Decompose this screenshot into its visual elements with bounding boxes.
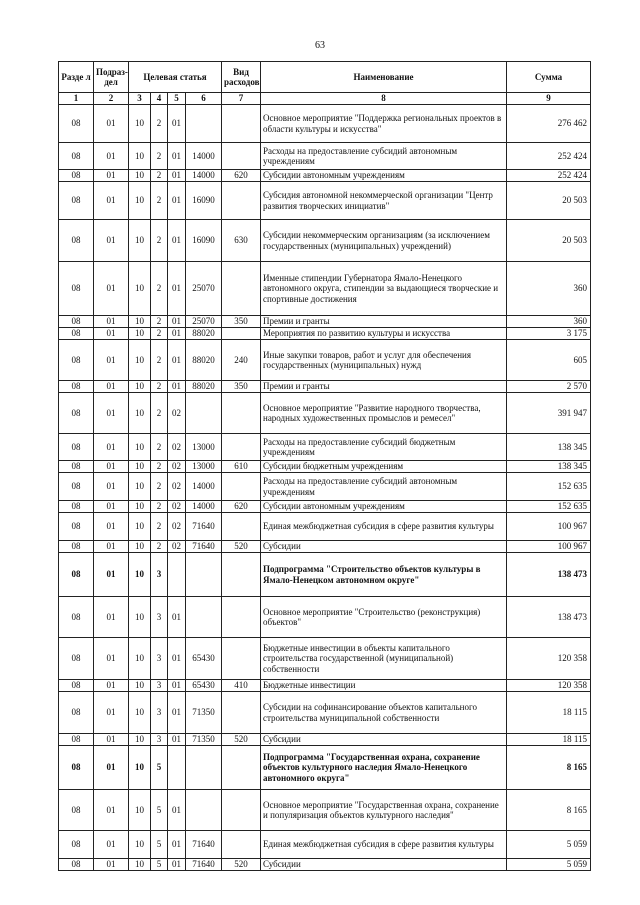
cell-podrazdel: 01 xyxy=(94,692,129,734)
cell-program: 10 xyxy=(129,143,151,170)
table-row xyxy=(59,170,591,182)
cell-event: 01 xyxy=(168,143,186,170)
cell-vid xyxy=(222,597,261,638)
cell-podrazdel: 01 xyxy=(94,393,129,434)
cell-podrazdel: 01 xyxy=(94,473,129,501)
cell-direction: 25070 xyxy=(186,262,222,316)
col-number: 3 xyxy=(129,93,151,105)
cell-name: Расходы на предоставление субсидий бюджетным учреждениям xyxy=(261,434,507,461)
cell-name: Субсидии некоммерческим организациям (за исключением государственных (муниципальных) учреждений) xyxy=(261,220,507,262)
cell-program: 10 xyxy=(129,220,151,262)
cell-event: 01 xyxy=(168,638,186,680)
cell-name: Подпрограмма "Государственная охрана, сохранение объектов культурного наследия Ямало-Ненецкого автономного округа" xyxy=(261,746,507,790)
cell-program: 10 xyxy=(129,182,151,220)
cell-sum: 120 358 xyxy=(507,638,591,680)
cell-name: Субсидии автономным учреждениям xyxy=(261,170,507,182)
header-razdel: Разде л xyxy=(59,62,94,93)
cell-event: 01 xyxy=(168,790,186,831)
cell-razdel: 08 xyxy=(59,182,94,220)
cell-razdel: 08 xyxy=(59,553,94,597)
cell-direction: 71640 xyxy=(186,513,222,541)
cell-razdel: 08 xyxy=(59,262,94,316)
cell-event: 01 xyxy=(168,340,186,381)
cell-program: 10 xyxy=(129,790,151,831)
cell-subprogram: 2 xyxy=(151,182,168,220)
cell-sum: 5 059 xyxy=(507,859,591,871)
table-row xyxy=(59,790,591,831)
cell-subprogram: 2 xyxy=(151,501,168,513)
cell-sum: 100 967 xyxy=(507,513,591,541)
cell-program: 10 xyxy=(129,328,151,340)
cell-vid: 520 xyxy=(222,859,261,871)
cell-podrazdel: 01 xyxy=(94,316,129,328)
cell-razdel: 08 xyxy=(59,393,94,434)
cell-program: 10 xyxy=(129,340,151,381)
cell-subprogram: 5 xyxy=(151,859,168,871)
cell-subprogram: 3 xyxy=(151,553,168,597)
cell-vid xyxy=(222,790,261,831)
cell-vid xyxy=(222,553,261,597)
cell-name: Единая межбюджетная субсидия в сфере развития культуры xyxy=(261,831,507,859)
cell-direction: 65430 xyxy=(186,680,222,692)
cell-vid xyxy=(222,393,261,434)
cell-subprogram: 5 xyxy=(151,790,168,831)
cell-event: 02 xyxy=(168,541,186,553)
cell-sum: 152 635 xyxy=(507,501,591,513)
table-row xyxy=(59,143,591,170)
cell-event: 02 xyxy=(168,501,186,513)
table-row xyxy=(59,831,591,859)
table-row xyxy=(59,859,591,871)
cell-event: 01 xyxy=(168,692,186,734)
cell-name: Субсидии xyxy=(261,734,507,746)
header-vid: Вид расходов xyxy=(222,62,261,93)
table-row xyxy=(59,680,591,692)
cell-razdel: 08 xyxy=(59,790,94,831)
cell-subprogram: 2 xyxy=(151,143,168,170)
table-row xyxy=(59,513,591,541)
col-number: 8 xyxy=(261,93,507,105)
cell-subprogram: 2 xyxy=(151,105,168,143)
cell-name: Основное мероприятие "Строительство (реконструкция) объектов" xyxy=(261,597,507,638)
table-row xyxy=(59,553,591,597)
cell-razdel: 08 xyxy=(59,434,94,461)
cell-name: Бюджетные инвестиции xyxy=(261,680,507,692)
cell-sum: 138 473 xyxy=(507,553,591,597)
cell-event: 01 xyxy=(168,316,186,328)
cell-subprogram: 3 xyxy=(151,680,168,692)
cell-subprogram: 2 xyxy=(151,434,168,461)
cell-direction xyxy=(186,393,222,434)
cell-subprogram: 2 xyxy=(151,170,168,182)
table-body xyxy=(59,105,591,871)
cell-program: 10 xyxy=(129,746,151,790)
cell-razdel: 08 xyxy=(59,501,94,513)
cell-event: 02 xyxy=(168,473,186,501)
cell-program: 10 xyxy=(129,501,151,513)
cell-direction: 71640 xyxy=(186,541,222,553)
cell-vid xyxy=(222,746,261,790)
cell-subprogram: 2 xyxy=(151,220,168,262)
cell-razdel: 08 xyxy=(59,541,94,553)
cell-vid: 520 xyxy=(222,734,261,746)
cell-direction xyxy=(186,597,222,638)
cell-podrazdel: 01 xyxy=(94,501,129,513)
cell-sum: 276 462 xyxy=(507,105,591,143)
cell-event: 02 xyxy=(168,434,186,461)
cell-sum: 605 xyxy=(507,340,591,381)
cell-program: 10 xyxy=(129,393,151,434)
cell-event: 02 xyxy=(168,461,186,473)
cell-sum: 120 358 xyxy=(507,680,591,692)
table-row xyxy=(59,541,591,553)
cell-podrazdel: 01 xyxy=(94,680,129,692)
cell-podrazdel: 01 xyxy=(94,262,129,316)
cell-name: Расходы на предоставление субсидий автономным учреждениям xyxy=(261,143,507,170)
cell-name: Мероприятия по развитию культуры и искусства xyxy=(261,328,507,340)
col-number: 4 xyxy=(151,93,168,105)
table-row xyxy=(59,461,591,473)
cell-program: 10 xyxy=(129,680,151,692)
cell-podrazdel: 01 xyxy=(94,597,129,638)
cell-direction xyxy=(186,105,222,143)
cell-name: Бюджетные инвестиции в объекты капитального строительства государственной (муниципальной) собственности xyxy=(261,638,507,680)
cell-vid xyxy=(222,182,261,220)
cell-razdel: 08 xyxy=(59,473,94,501)
cell-sum: 360 xyxy=(507,262,591,316)
cell-vid xyxy=(222,434,261,461)
cell-direction: 13000 xyxy=(186,461,222,473)
cell-direction: 16090 xyxy=(186,182,222,220)
cell-event xyxy=(168,553,186,597)
cell-subprogram: 2 xyxy=(151,541,168,553)
cell-razdel: 08 xyxy=(59,859,94,871)
cell-name: Основное мероприятие "Развитие народного творчества, народных художественных промыслов и ремесел" xyxy=(261,393,507,434)
cell-name: Премии и гранты xyxy=(261,381,507,393)
cell-direction xyxy=(186,746,222,790)
cell-event: 01 xyxy=(168,680,186,692)
cell-subprogram: 3 xyxy=(151,692,168,734)
table-row xyxy=(59,182,591,220)
header-name: Наименование xyxy=(261,62,507,93)
cell-program: 10 xyxy=(129,692,151,734)
cell-program: 10 xyxy=(129,638,151,680)
cell-subprogram: 2 xyxy=(151,316,168,328)
cell-vid: 350 xyxy=(222,381,261,393)
cell-event: 01 xyxy=(168,182,186,220)
col-number: 6 xyxy=(186,93,222,105)
cell-podrazdel: 01 xyxy=(94,434,129,461)
table-row xyxy=(59,746,591,790)
table-row xyxy=(59,501,591,513)
cell-subprogram: 2 xyxy=(151,473,168,501)
cell-program: 10 xyxy=(129,541,151,553)
cell-event: 01 xyxy=(168,105,186,143)
cell-podrazdel: 01 xyxy=(94,513,129,541)
cell-razdel: 08 xyxy=(59,316,94,328)
cell-direction: 88020 xyxy=(186,340,222,381)
cell-razdel: 08 xyxy=(59,746,94,790)
cell-sum: 138 345 xyxy=(507,461,591,473)
cell-podrazdel: 01 xyxy=(94,831,129,859)
cell-program: 10 xyxy=(129,262,151,316)
cell-direction: 71350 xyxy=(186,734,222,746)
cell-name: Субсидии автономным учреждениям xyxy=(261,501,507,513)
cell-vid: 610 xyxy=(222,461,261,473)
cell-sum: 20 503 xyxy=(507,220,591,262)
table-row xyxy=(59,734,591,746)
cell-name: Субсидии xyxy=(261,859,507,871)
cell-sum: 5 059 xyxy=(507,831,591,859)
cell-razdel: 08 xyxy=(59,597,94,638)
cell-subprogram: 2 xyxy=(151,340,168,381)
cell-razdel: 08 xyxy=(59,381,94,393)
table-row xyxy=(59,381,591,393)
table-row xyxy=(59,473,591,501)
cell-sum: 3 175 xyxy=(507,328,591,340)
cell-sum: 100 967 xyxy=(507,541,591,553)
cell-name: Субсидии бюджетным учреждениям xyxy=(261,461,507,473)
cell-podrazdel: 01 xyxy=(94,790,129,831)
cell-name: Иные закупки товаров, работ и услуг для обеспечения государственных (муниципальных) нужд xyxy=(261,340,507,381)
cell-podrazdel: 01 xyxy=(94,328,129,340)
cell-event: 01 xyxy=(168,597,186,638)
cell-vid xyxy=(222,638,261,680)
table-row xyxy=(59,316,591,328)
table-row xyxy=(59,220,591,262)
cell-subprogram: 5 xyxy=(151,746,168,790)
cell-subprogram: 3 xyxy=(151,597,168,638)
header-podrazdel: Подраз- дел xyxy=(94,62,129,93)
header-row xyxy=(59,62,591,93)
cell-event: 01 xyxy=(168,328,186,340)
cell-vid: 350 xyxy=(222,316,261,328)
cell-event: 01 xyxy=(168,734,186,746)
cell-podrazdel: 01 xyxy=(94,182,129,220)
cell-vid: 520 xyxy=(222,541,261,553)
header-sum: Сумма xyxy=(507,62,591,93)
cell-podrazdel: 01 xyxy=(94,340,129,381)
header-target: Целевая статья xyxy=(129,62,222,93)
cell-event: 01 xyxy=(168,262,186,316)
cell-program: 10 xyxy=(129,831,151,859)
table-row xyxy=(59,262,591,316)
cell-vid xyxy=(222,143,261,170)
cell-name: Субсидия автономной некоммерческой организации "Центр развития творческих инициатив" xyxy=(261,182,507,220)
cell-program: 10 xyxy=(129,381,151,393)
cell-vid: 410 xyxy=(222,680,261,692)
cell-sum: 138 345 xyxy=(507,434,591,461)
table-row xyxy=(59,638,591,680)
cell-direction: 71640 xyxy=(186,831,222,859)
cell-direction: 14000 xyxy=(186,143,222,170)
cell-subprogram: 2 xyxy=(151,393,168,434)
cell-direction: 14000 xyxy=(186,473,222,501)
cell-program: 10 xyxy=(129,859,151,871)
cell-sum: 18 115 xyxy=(507,734,591,746)
cell-event: 01 xyxy=(168,381,186,393)
cell-sum: 2 570 xyxy=(507,381,591,393)
cell-event xyxy=(168,746,186,790)
cell-direction: 25070 xyxy=(186,316,222,328)
cell-name: Субсидии на софинансирование объектов капитального строительства муниципальной собственности xyxy=(261,692,507,734)
cell-event: 02 xyxy=(168,393,186,434)
cell-name: Основное мероприятие "Поддержка региональных проектов в области культуры и искусства" xyxy=(261,105,507,143)
cell-name: Расходы на предоставление субсидий автономным учреждениям xyxy=(261,473,507,501)
cell-vid xyxy=(222,831,261,859)
cell-vid xyxy=(222,328,261,340)
cell-direction: 14000 xyxy=(186,170,222,182)
cell-podrazdel: 01 xyxy=(94,143,129,170)
cell-vid: 240 xyxy=(222,340,261,381)
cell-program: 10 xyxy=(129,597,151,638)
cell-razdel: 08 xyxy=(59,105,94,143)
cell-sum: 252 424 xyxy=(507,143,591,170)
cell-program: 10 xyxy=(129,553,151,597)
cell-podrazdel: 01 xyxy=(94,105,129,143)
cell-podrazdel: 01 xyxy=(94,541,129,553)
cell-direction xyxy=(186,790,222,831)
cell-direction: 65430 xyxy=(186,638,222,680)
cell-program: 10 xyxy=(129,734,151,746)
cell-sum: 18 115 xyxy=(507,692,591,734)
cell-vid xyxy=(222,105,261,143)
col-number: 5 xyxy=(168,93,186,105)
cell-event: 01 xyxy=(168,859,186,871)
page-number: 63 xyxy=(315,40,325,51)
cell-name: Основное мероприятие "Государственная охрана, сохранение и популяризация объектов культурного наследия" xyxy=(261,790,507,831)
cell-program: 10 xyxy=(129,170,151,182)
cell-subprogram: 3 xyxy=(151,638,168,680)
cell-program: 10 xyxy=(129,316,151,328)
cell-program: 10 xyxy=(129,434,151,461)
cell-vid: 630 xyxy=(222,220,261,262)
cell-subprogram: 2 xyxy=(151,461,168,473)
cell-podrazdel: 01 xyxy=(94,381,129,393)
cell-event: 02 xyxy=(168,513,186,541)
cell-program: 10 xyxy=(129,473,151,501)
col-number: 7 xyxy=(222,93,261,105)
cell-subprogram: 5 xyxy=(151,831,168,859)
cell-vid: 620 xyxy=(222,501,261,513)
col-number: 1 xyxy=(59,93,94,105)
cell-sum: 252 424 xyxy=(507,170,591,182)
cell-podrazdel: 01 xyxy=(94,461,129,473)
cell-name: Единая межбюджетная субсидия в сфере развития культуры xyxy=(261,513,507,541)
cell-sum: 20 503 xyxy=(507,182,591,220)
cell-sum: 8 165 xyxy=(507,746,591,790)
table-row xyxy=(59,692,591,734)
cell-razdel: 08 xyxy=(59,340,94,381)
cell-razdel: 08 xyxy=(59,220,94,262)
table-row xyxy=(59,597,591,638)
cell-podrazdel: 01 xyxy=(94,859,129,871)
cell-sum: 152 635 xyxy=(507,473,591,501)
cell-direction xyxy=(186,553,222,597)
cell-razdel: 08 xyxy=(59,680,94,692)
cell-razdel: 08 xyxy=(59,513,94,541)
cell-podrazdel: 01 xyxy=(94,734,129,746)
cell-subprogram: 2 xyxy=(151,513,168,541)
col-number: 9 xyxy=(507,93,591,105)
cell-vid xyxy=(222,692,261,734)
cell-subprogram: 2 xyxy=(151,328,168,340)
cell-event: 01 xyxy=(168,220,186,262)
cell-direction: 71350 xyxy=(186,692,222,734)
budget-table xyxy=(58,61,591,871)
cell-direction: 71640 xyxy=(186,859,222,871)
cell-sum: 360 xyxy=(507,316,591,328)
cell-podrazdel: 01 xyxy=(94,746,129,790)
cell-razdel: 08 xyxy=(59,831,94,859)
cell-sum: 8 165 xyxy=(507,790,591,831)
cell-direction: 88020 xyxy=(186,381,222,393)
cell-razdel: 08 xyxy=(59,692,94,734)
cell-sum: 138 473 xyxy=(507,597,591,638)
cell-podrazdel: 01 xyxy=(94,553,129,597)
cell-podrazdel: 01 xyxy=(94,220,129,262)
table-row xyxy=(59,328,591,340)
cell-razdel: 08 xyxy=(59,170,94,182)
cell-razdel: 08 xyxy=(59,328,94,340)
cell-direction: 16090 xyxy=(186,220,222,262)
cell-subprogram: 2 xyxy=(151,381,168,393)
cell-subprogram: 2 xyxy=(151,262,168,316)
cell-sum: 391 947 xyxy=(507,393,591,434)
table-row xyxy=(59,393,591,434)
cell-name: Премии и гранты xyxy=(261,316,507,328)
table-row xyxy=(59,105,591,143)
cell-event: 01 xyxy=(168,831,186,859)
cell-vid: 620 xyxy=(222,170,261,182)
cell-program: 10 xyxy=(129,105,151,143)
cell-direction: 88020 xyxy=(186,328,222,340)
cell-name: Именные стипендии Губернатора Ямало-Ненецкого автономного округа, стипендии за выдающиеся творческие и спортивные достижения xyxy=(261,262,507,316)
cell-vid xyxy=(222,262,261,316)
col-number: 2 xyxy=(94,93,129,105)
table-row xyxy=(59,434,591,461)
cell-event: 01 xyxy=(168,170,186,182)
cell-name: Подпрограмма "Строительство объектов культуры в Ямало-Ненецком автономном округе" xyxy=(261,553,507,597)
cell-program: 10 xyxy=(129,461,151,473)
cell-vid xyxy=(222,473,261,501)
cell-podrazdel: 01 xyxy=(94,638,129,680)
cell-razdel: 08 xyxy=(59,734,94,746)
column-number-row xyxy=(59,93,591,105)
cell-program: 10 xyxy=(129,513,151,541)
cell-razdel: 08 xyxy=(59,461,94,473)
table-row xyxy=(59,340,591,381)
cell-razdel: 08 xyxy=(59,143,94,170)
cell-vid xyxy=(222,513,261,541)
cell-razdel: 08 xyxy=(59,638,94,680)
cell-podrazdel: 01 xyxy=(94,170,129,182)
cell-subprogram: 3 xyxy=(151,734,168,746)
cell-direction: 14000 xyxy=(186,501,222,513)
cell-direction: 13000 xyxy=(186,434,222,461)
cell-name: Субсидии xyxy=(261,541,507,553)
